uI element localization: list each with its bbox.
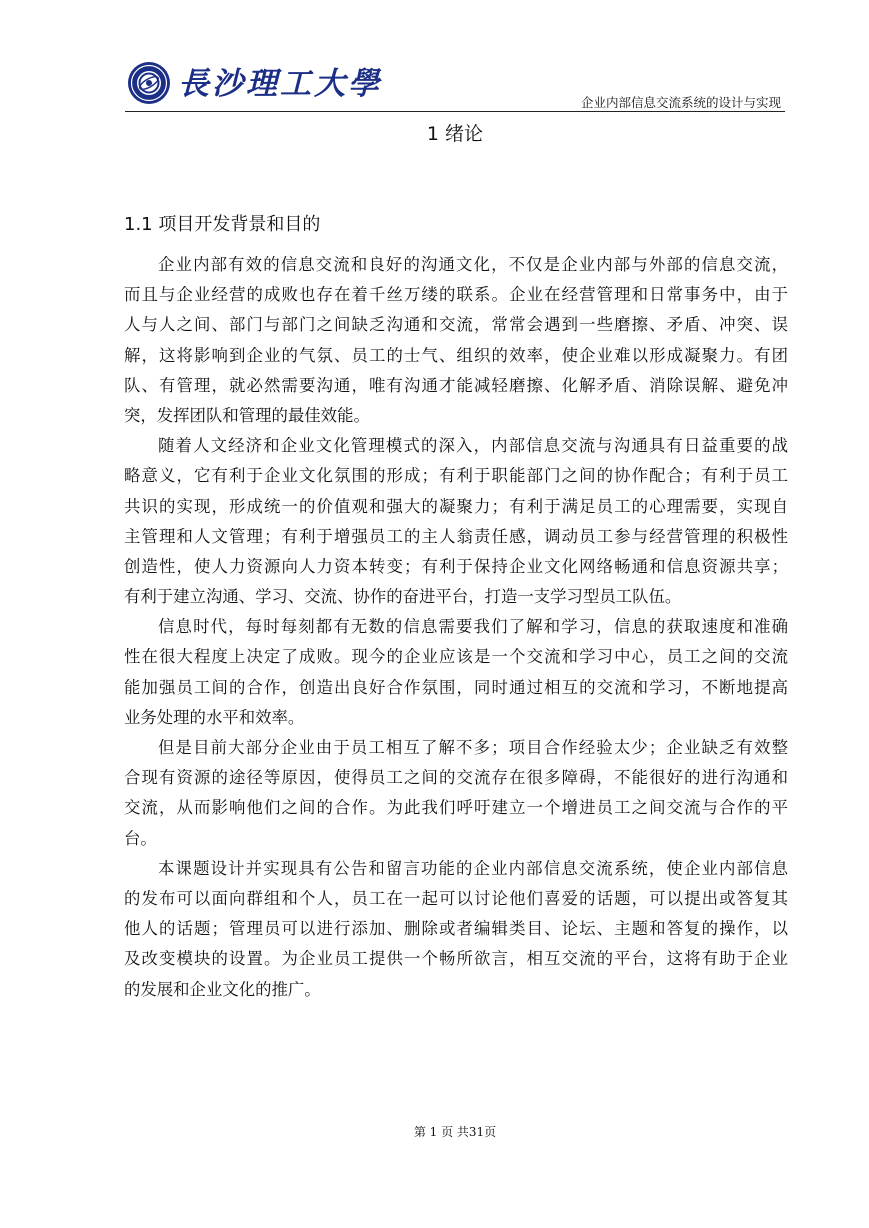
text-line: 及改变模块的设置。为企业员工提供一个畅所欲言，相互交流的平台，这将有助于企业: [124, 949, 788, 969]
text-line: 本课题设计并实现具有公告和留言功能的企业内部信息交流系统，使企业内部信息: [158, 858, 788, 878]
text-line: 主管理和人文管理；有利于增强员工的主人翁责任感，调动员工参与经营管理的积极性: [124, 526, 788, 546]
text-line: 信息时代，每时每刻都有无数的信息需要我们了解和学习，信息的获取速度和准确: [158, 617, 788, 637]
header-divider: [125, 111, 785, 112]
text-line: 有利于建立沟通、学习、交流、协作的奋进平台，打造一支学习型员工队伍。: [124, 587, 682, 607]
text-line: 能加强员工间的合作，创造出良好合作氛围，同时通过相互的交流和学习，不断地提高: [124, 677, 788, 697]
section-title: 1.1 项目开发背景和目的: [124, 214, 321, 235]
paragraph: [124, 431, 788, 612]
text-line: 的发展和企业文化的推广。: [124, 979, 321, 999]
text-line: 突，发挥团队和管理的最佳效能。: [124, 405, 370, 425]
text-line: 台。: [124, 828, 157, 848]
text-line: 队、有管理，就必然需要沟通，唯有沟通才能减轻磨擦、化解矛盾、消除误解、避免冲: [124, 375, 788, 395]
text-line: 业务处理的水平和效率。: [124, 707, 305, 727]
text-line: 企业内部有效的信息交流和良好的沟通文化，不仅是企业内部与外部的信息交流，: [158, 255, 788, 274]
text-line: 人与人之间、部门与部门之间缺乏沟通和交流，常常会遇到一些磨擦、矛盾、冲突、误: [124, 315, 788, 335]
page-header: [127, 58, 785, 112]
body-text: [124, 250, 788, 1005]
text-line: 但是目前大部分企业由于员工相互了解不多；项目合作经验太少；企业缺乏有效整: [158, 738, 788, 757]
document-running-title: 企业内部信息交流系统的设计与实现: [580, 95, 781, 110]
text-line: 随着人文经济和企业文化管理模式的深入，内部信息交流与沟通具有日益重要的战: [158, 436, 788, 456]
text-line: 性在很大程度上决定了成败。现今的企业应该是一个交流和学习中心，员工之间的交流: [124, 647, 788, 667]
text-line: 共识的实现，形成统一的价值观和强大的凝聚力；有利于满足员工的心理需要，实现自: [124, 496, 788, 516]
text-line: 解，这将影响到企业的气氛、员工的士气、组织的效率，使企业难以形成凝聚力。有团: [124, 345, 788, 365]
chapter-title: 1 绪论: [426, 123, 484, 145]
text-line: 他人的话题；管理员可以进行添加、删除或者编辑类目、论坛、主题和答复的操作，以: [124, 919, 788, 939]
text-line: 而且与企业经营的成败也存在着千丝万缕的联系。企业在经营管理和日常事务中，由于: [124, 285, 788, 305]
paragraph: [124, 612, 788, 733]
text-line: 略意义，它有利于企业文化氛围的形成；有利于职能部门之间的协作配合；有利于员工: [124, 466, 788, 486]
page-number-footer: 第 1 页 共31页: [413, 1125, 497, 1139]
text-line: 创造性，使人力资源向人力资本转变；有利于保持企业文化网络畅通和信息资源共享；: [124, 556, 788, 576]
text-line: 合现有资源的途径等原因，使得员工之间的交流存在很多障碍，不能很好的进行沟通和: [124, 768, 788, 788]
text-line: 的发布可以面向群组和个人，员工在一起可以讨论他们喜爱的话题，可以提出或答复其: [124, 888, 788, 908]
university-logo-text: 長沙理工大學: [178, 66, 382, 102]
paragraph: [124, 250, 788, 431]
paragraph: [124, 733, 788, 854]
university-seal-icon: [127, 61, 171, 105]
text-line: 交流，从而影响他们之间的合作。为此我们呼吁建立一个增进员工之间交流与合作的平: [124, 798, 788, 818]
paragraph: [124, 854, 788, 1005]
